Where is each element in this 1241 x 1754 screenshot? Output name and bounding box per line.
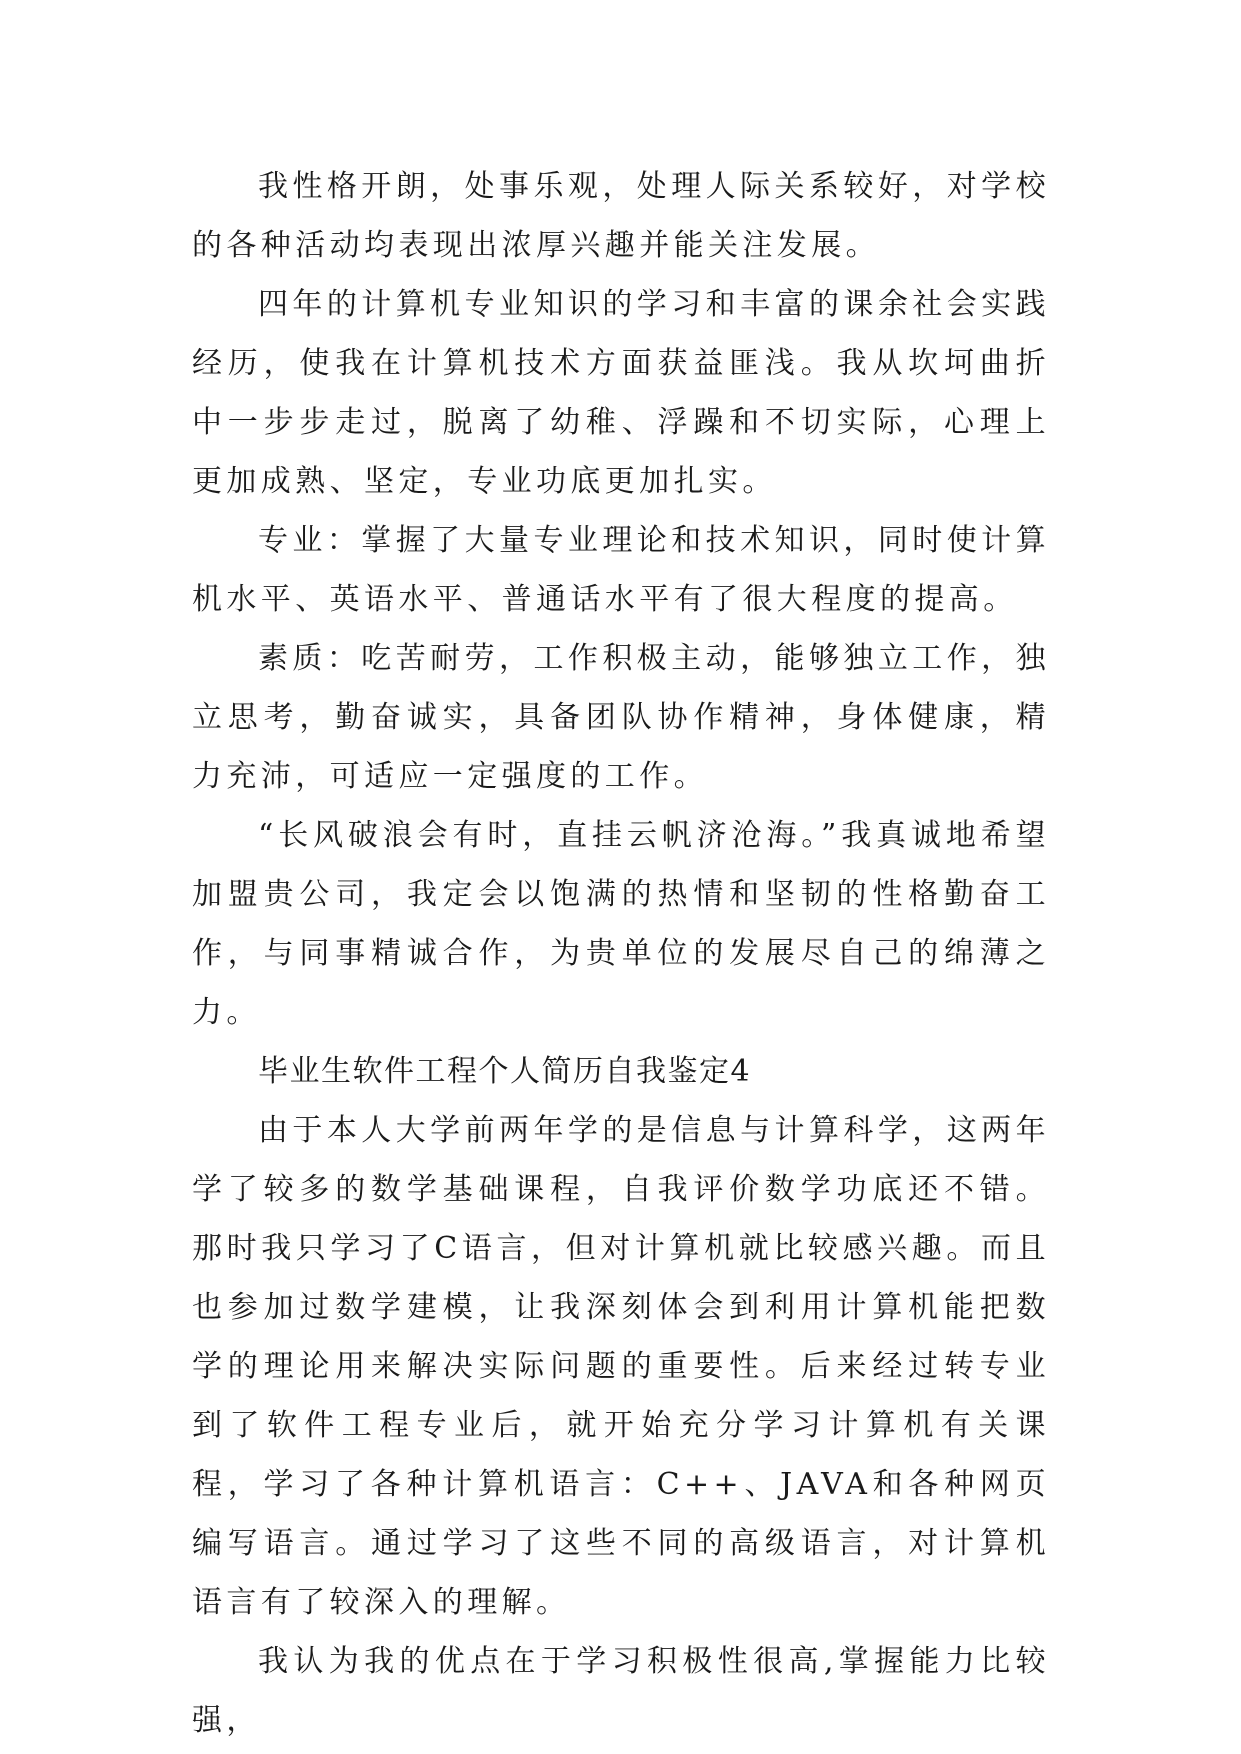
paragraph-personality: 我性格开朗，处事乐观，处理人际关系较好，对学校的各种活动均表现出浓厚兴趣并能关注发展。 <box>192 169 1050 263</box>
paragraph-professional: 专业：掌握了大量专业理论和技术知识，同时使计算机水平、英语水平、普通话水平有了很大程度的提高。 <box>192 523 1050 617</box>
paragraph-background: 由于本人大学前两年学的是信息与计算科学，这两年学了较多的数学基础课程，自我评价数学功底还不错。那时我只学习了C语言，但对计算机就比较感兴趣。而且也参加过数学建模，让我深刻体会到利用计算机能把数学的理论用来解决实际问题的重要性。后来经过转专业到了软件工程专业后，就开始充分学习计算机有关课程，学习了各种计算机语言：C++、JAVA和各种网页编写语言。通过学习了这些不同的高级语言，对计算机语言有了较深入的理解。 <box>192 1113 1050 1620</box>
paragraph-quality: 素质：吃苦耐劳，工作积极主动，能够独立工作，独立思考，勤奋诚实，具备团队协作精神，身体健康，精力充沛，可适应一定强度的工作。 <box>192 641 1050 794</box>
section-title: 毕业生软件工程个人简历自我鉴定4 <box>258 1054 752 1089</box>
document-body <box>192 157 1050 1750</box>
paragraph-closing: “长风破浪会有时，直挂云帆济沧海。”我真诚地希望加盟贵公司，我定会以饱满的热情和坚韧的性格勤奋工作，与同事精诚合作，为贵单位的发展尽自己的绵薄之力。 <box>192 818 1050 1030</box>
paragraph-strengths: 我认为我的优点在于学习积极性很高,掌握能力比较强， <box>192 1644 1050 1738</box>
paragraph-experience: 四年的计算机专业知识的学习和丰富的课余社会实践经历，使我在计算机技术方面获益匪浅。我从坎坷曲折中一步步走过，脱离了幼稚、浮躁和不切实际，心理上更加成熟、坚定，专业功底更加扎实。 <box>192 287 1050 499</box>
